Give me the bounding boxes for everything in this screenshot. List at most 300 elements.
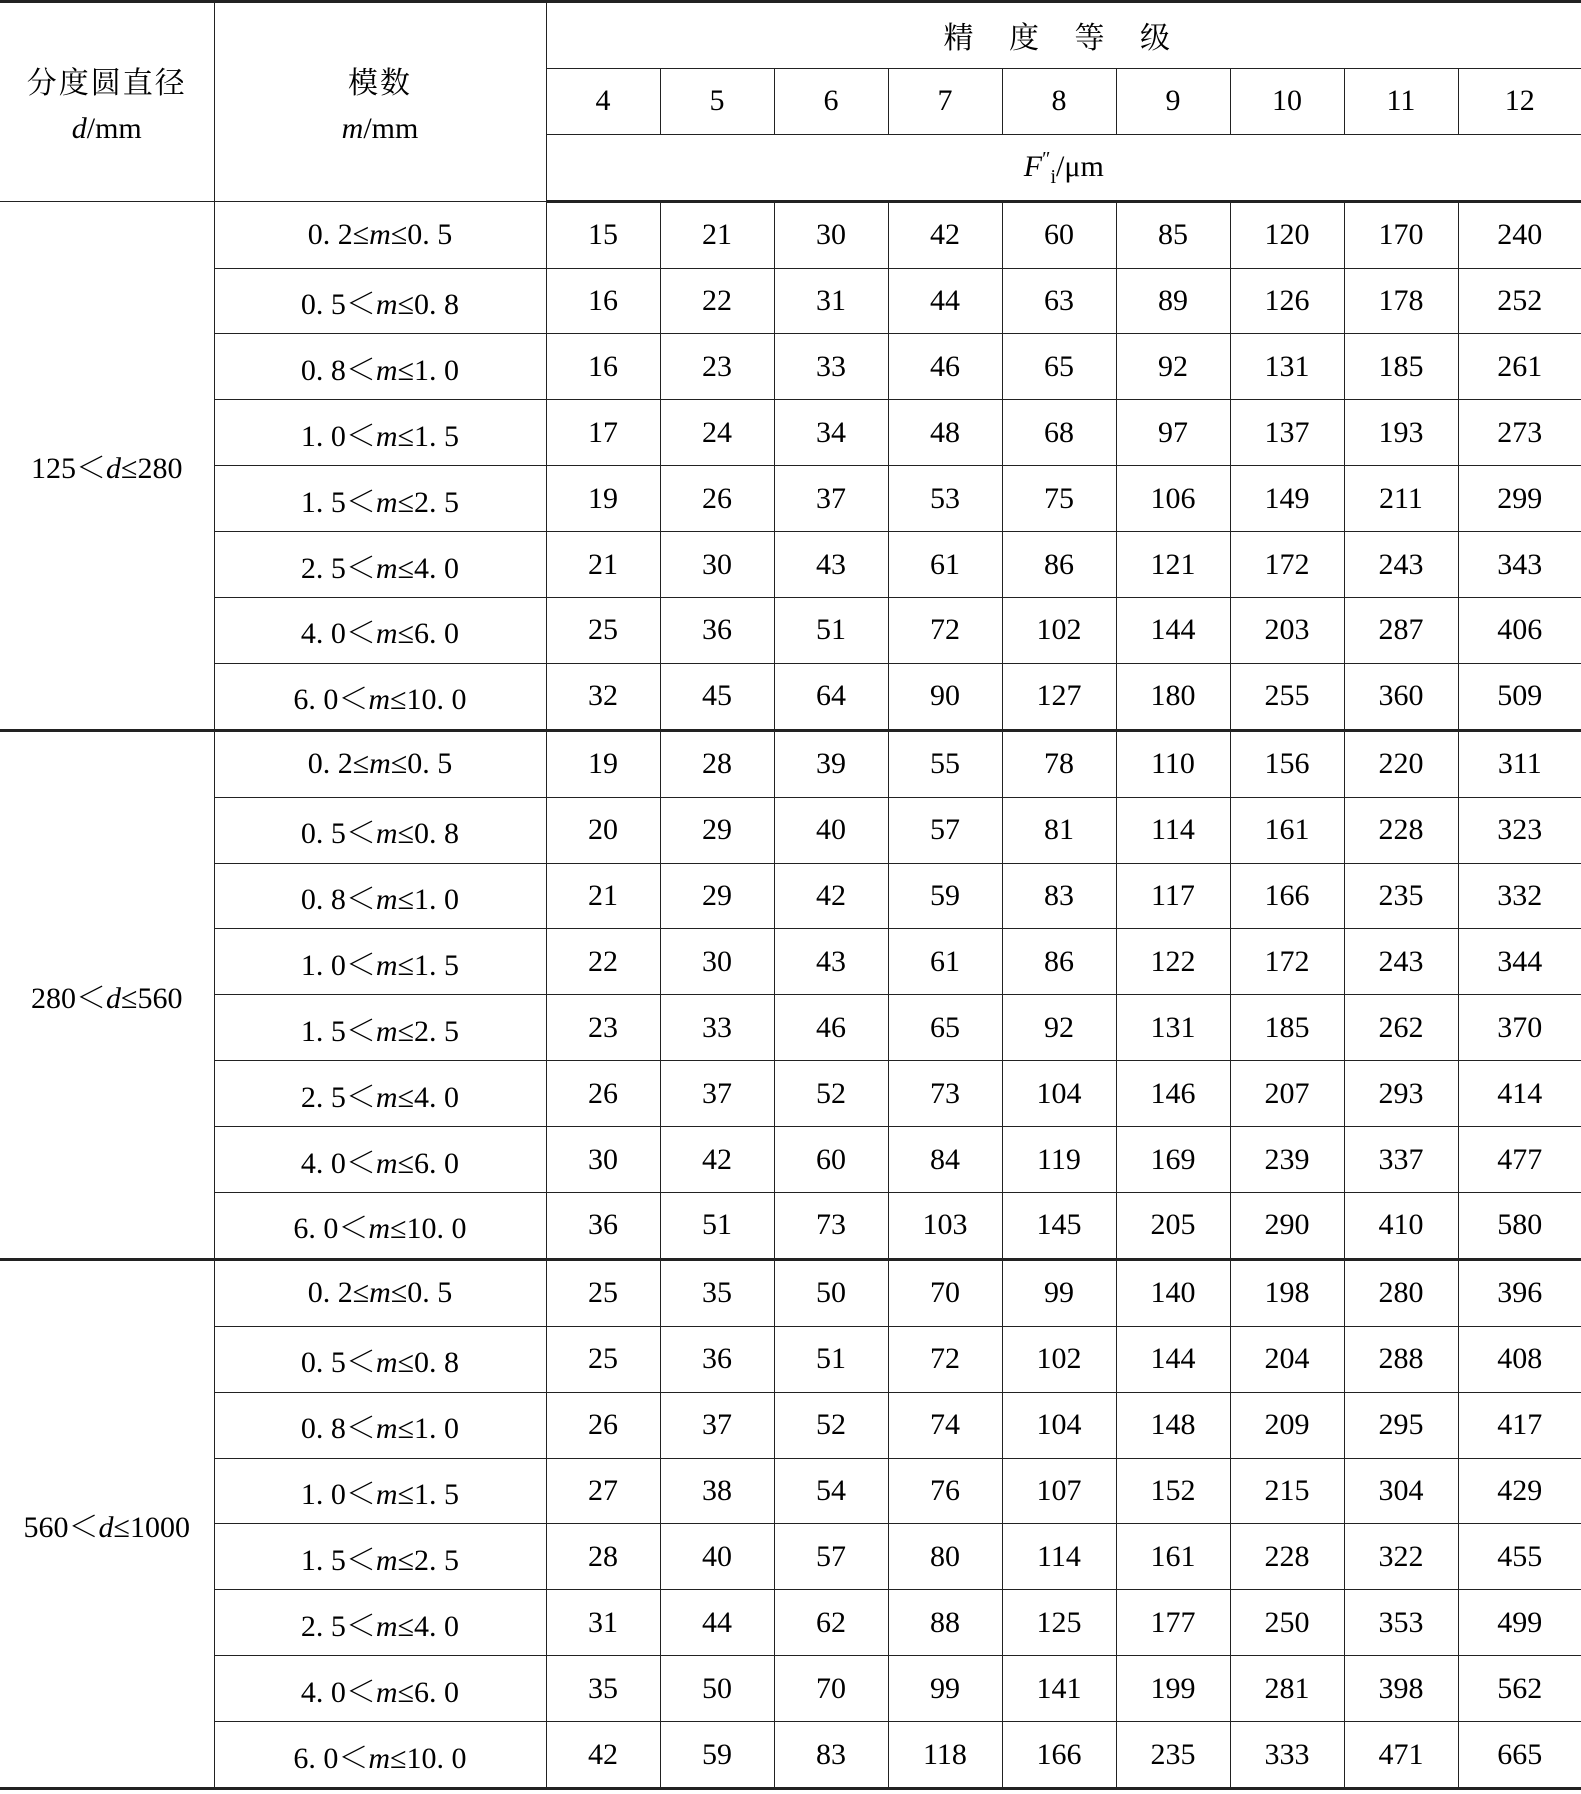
value-cell: 37 bbox=[660, 1392, 774, 1458]
value-cell: 29 bbox=[660, 863, 774, 929]
module-range-cell bbox=[214, 1326, 546, 1392]
value-cell: 99 bbox=[888, 1656, 1002, 1722]
value-cell: 172 bbox=[1230, 929, 1344, 995]
module-range-cell bbox=[214, 863, 546, 929]
value-cell: 343 bbox=[1458, 532, 1581, 598]
value-cell: 42 bbox=[660, 1127, 774, 1193]
module-range-part: ≤1. 5 bbox=[397, 948, 460, 982]
module-range-cell bbox=[214, 201, 546, 268]
table-row bbox=[0, 1524, 1581, 1590]
value-cell: 203 bbox=[1230, 598, 1344, 664]
value-cell: 19 bbox=[546, 466, 660, 532]
value-cell: 287 bbox=[1344, 598, 1458, 664]
value-cell: 15 bbox=[546, 201, 660, 268]
value-cell: 20 bbox=[546, 797, 660, 863]
module-range-part: m bbox=[369, 747, 391, 781]
value-cell: 477 bbox=[1458, 1127, 1581, 1193]
value-cell: 414 bbox=[1458, 1061, 1581, 1127]
value-cell: 57 bbox=[888, 797, 1002, 863]
value-cell: 665 bbox=[1458, 1722, 1581, 1789]
module-range-part: m bbox=[375, 883, 398, 917]
table-row bbox=[0, 1127, 1581, 1193]
value-cell: 235 bbox=[1116, 1722, 1230, 1789]
module-range-part: 4. 0＜ bbox=[300, 1675, 376, 1709]
module-range-part: m bbox=[375, 419, 398, 453]
value-cell: 59 bbox=[888, 863, 1002, 929]
module-range-part: 0. 8＜ bbox=[300, 1412, 376, 1446]
module-range-part: 6. 0＜ bbox=[293, 1212, 369, 1246]
value-cell: 35 bbox=[660, 1259, 774, 1326]
module-range-cell bbox=[214, 268, 546, 334]
value-cell: 60 bbox=[1002, 201, 1116, 268]
module-range-cell bbox=[214, 598, 546, 664]
value-cell: 38 bbox=[660, 1458, 774, 1524]
value-cell: 429 bbox=[1458, 1458, 1581, 1524]
value-cell: 243 bbox=[1344, 532, 1458, 598]
value-cell: 33 bbox=[660, 995, 774, 1061]
value-cell: 28 bbox=[660, 730, 774, 797]
value-cell: 19 bbox=[546, 730, 660, 797]
value-cell: 51 bbox=[774, 1326, 888, 1392]
value-cell: 110 bbox=[1116, 730, 1230, 797]
table-row bbox=[0, 400, 1581, 466]
value-cell: 45 bbox=[660, 663, 774, 730]
value-cell: 30 bbox=[660, 929, 774, 995]
value-cell: 35 bbox=[546, 1656, 660, 1722]
module-range-part: m bbox=[369, 217, 391, 251]
value-cell: 81 bbox=[1002, 797, 1116, 863]
module-unit: /mm bbox=[363, 111, 419, 145]
value-cell: 239 bbox=[1230, 1127, 1344, 1193]
module-range-part: m bbox=[375, 1014, 398, 1048]
table-row bbox=[0, 929, 1581, 995]
value-cell: 53 bbox=[888, 466, 1002, 532]
diameter-header bbox=[0, 2, 214, 202]
value-cell: 25 bbox=[546, 1326, 660, 1392]
header-row-1 bbox=[0, 2, 1581, 69]
value-cell: 417 bbox=[1458, 1392, 1581, 1458]
table-row bbox=[0, 598, 1581, 664]
value-cell: 471 bbox=[1344, 1722, 1458, 1789]
diameter-range-part: 280＜ bbox=[31, 981, 107, 1015]
module-range-part: 4. 0＜ bbox=[300, 1146, 376, 1180]
value-cell: 70 bbox=[774, 1656, 888, 1722]
table-row bbox=[0, 797, 1581, 863]
value-cell: 322 bbox=[1344, 1524, 1458, 1590]
module-range-part: ≤10. 0 bbox=[390, 683, 467, 717]
module-range-part: ≤0. 8 bbox=[397, 1346, 460, 1380]
value-cell: 70 bbox=[888, 1259, 1002, 1326]
module-range-part: ≤6. 0 bbox=[397, 1146, 460, 1180]
value-cell: 209 bbox=[1230, 1392, 1344, 1458]
table-row bbox=[0, 466, 1581, 532]
value-cell: 166 bbox=[1230, 863, 1344, 929]
value-cell: 215 bbox=[1230, 1458, 1344, 1524]
value-cell: 39 bbox=[774, 730, 888, 797]
value-cell: 140 bbox=[1116, 1259, 1230, 1326]
value-cell: 73 bbox=[888, 1061, 1002, 1127]
module-range-part: 1. 5＜ bbox=[300, 1014, 376, 1048]
value-cell: 32 bbox=[546, 663, 660, 730]
module-header bbox=[214, 2, 546, 202]
table-row bbox=[0, 334, 1581, 400]
value-cell: 323 bbox=[1458, 797, 1581, 863]
value-cell: 23 bbox=[660, 334, 774, 400]
value-cell: 193 bbox=[1344, 400, 1458, 466]
module-range-part: 6. 0＜ bbox=[293, 683, 369, 717]
value-cell: 36 bbox=[660, 598, 774, 664]
value-cell: 228 bbox=[1230, 1524, 1344, 1590]
module-range-cell bbox=[214, 663, 546, 730]
module-range-part: m bbox=[375, 288, 398, 321]
table-row bbox=[0, 1656, 1581, 1722]
value-cell: 293 bbox=[1344, 1061, 1458, 1127]
value-cell: 408 bbox=[1458, 1326, 1581, 1392]
module-header-title: 模数 bbox=[348, 66, 412, 100]
module-range-cell bbox=[214, 334, 546, 400]
value-cell: 170 bbox=[1344, 201, 1458, 268]
value-cell: 61 bbox=[888, 532, 1002, 598]
table-row bbox=[0, 201, 1581, 268]
value-cell: 161 bbox=[1116, 1524, 1230, 1590]
diameter-header-title: 分度圆直径 bbox=[26, 66, 187, 100]
value-cell: 78 bbox=[1002, 730, 1116, 797]
diameter-range-part: d bbox=[106, 981, 122, 1015]
value-cell: 37 bbox=[774, 466, 888, 532]
grade-header bbox=[546, 2, 1581, 69]
table-row bbox=[0, 730, 1581, 797]
value-cell: 89 bbox=[1116, 268, 1230, 334]
value-cell: 80 bbox=[888, 1524, 1002, 1590]
value-cell: 161 bbox=[1230, 797, 1344, 863]
value-cell: 185 bbox=[1230, 995, 1344, 1061]
value-cell: 36 bbox=[660, 1326, 774, 1392]
value-cell: 119 bbox=[1002, 1127, 1116, 1193]
module-range-part: m bbox=[375, 1412, 398, 1446]
value-cell: 333 bbox=[1230, 1722, 1344, 1789]
value-cell: 86 bbox=[1002, 532, 1116, 598]
module-range-part: 0. 8＜ bbox=[300, 353, 376, 387]
module-range-cell bbox=[214, 466, 546, 532]
value-cell: 42 bbox=[888, 201, 1002, 268]
value-cell: 25 bbox=[546, 1259, 660, 1326]
module-range-part: ≤6. 0 bbox=[397, 617, 460, 651]
value-cell: 169 bbox=[1116, 1127, 1230, 1193]
module-range-part: ≤0. 8 bbox=[397, 288, 460, 321]
module-range-cell bbox=[214, 1127, 546, 1193]
value-cell: 40 bbox=[660, 1524, 774, 1590]
table-row bbox=[0, 1326, 1581, 1392]
value-cell: 63 bbox=[1002, 268, 1116, 334]
value-cell: 360 bbox=[1344, 663, 1458, 730]
value-cell: 90 bbox=[888, 663, 1002, 730]
value-cell: 65 bbox=[1002, 334, 1116, 400]
value-cell: 74 bbox=[888, 1392, 1002, 1458]
module-range-cell bbox=[214, 400, 546, 466]
value-cell: 57 bbox=[774, 1524, 888, 1590]
module-range-cell bbox=[214, 1259, 546, 1326]
module-range-part: 0. 2≤ bbox=[307, 747, 370, 781]
value-cell: 21 bbox=[546, 532, 660, 598]
value-cell: 22 bbox=[660, 268, 774, 334]
value-cell: 144 bbox=[1116, 1326, 1230, 1392]
value-cell: 21 bbox=[660, 201, 774, 268]
value-cell: 172 bbox=[1230, 532, 1344, 598]
value-cell: 16 bbox=[546, 268, 660, 334]
value-cell: 26 bbox=[660, 466, 774, 532]
value-cell: 83 bbox=[774, 1722, 888, 1789]
value-cell: 211 bbox=[1344, 466, 1458, 532]
value-cell: 88 bbox=[888, 1590, 1002, 1656]
module-range-part: 2. 5＜ bbox=[300, 551, 376, 585]
module-range-part: m bbox=[368, 1741, 391, 1775]
value-symbol: F bbox=[1023, 150, 1043, 184]
module-range-cell bbox=[214, 1590, 546, 1656]
value-cell: 114 bbox=[1002, 1524, 1116, 1590]
value-cell: 52 bbox=[774, 1061, 888, 1127]
module-symbol: m bbox=[341, 111, 364, 145]
module-range-part: m bbox=[375, 1080, 398, 1114]
value-cell: 261 bbox=[1458, 334, 1581, 400]
value-cell: 104 bbox=[1002, 1061, 1116, 1127]
module-range-cell bbox=[214, 1656, 546, 1722]
value-cell: 156 bbox=[1230, 730, 1344, 797]
value-cell: 204 bbox=[1230, 1326, 1344, 1392]
module-range-part: ≤4. 0 bbox=[397, 1609, 460, 1643]
table-row bbox=[0, 1590, 1581, 1656]
value-cell: 273 bbox=[1458, 400, 1581, 466]
value-cell: 137 bbox=[1230, 400, 1344, 466]
value-cell: 240 bbox=[1458, 201, 1581, 268]
module-range-part: 0. 2≤ bbox=[307, 217, 370, 251]
grade-cell: 9 bbox=[1116, 68, 1230, 134]
value-cell: 125 bbox=[1002, 1590, 1116, 1656]
module-range-part: ≤2. 5 bbox=[397, 485, 460, 519]
table-row bbox=[0, 863, 1581, 929]
value-cell: 262 bbox=[1344, 995, 1458, 1061]
diameter-range-part: d bbox=[106, 452, 122, 486]
diameter-range-part: 125＜ bbox=[31, 452, 107, 486]
grade-cell: 8 bbox=[1002, 68, 1116, 134]
module-range-cell bbox=[214, 1458, 546, 1524]
grade-cell: 6 bbox=[774, 68, 888, 134]
module-range-part: m bbox=[375, 617, 398, 651]
value-cell: 46 bbox=[774, 995, 888, 1061]
value-cell: 370 bbox=[1458, 995, 1581, 1061]
value-unit-header bbox=[546, 134, 1581, 201]
value-cell: 46 bbox=[888, 334, 1002, 400]
table-row bbox=[0, 1193, 1581, 1260]
value-cell: 455 bbox=[1458, 1524, 1581, 1590]
grade-cell: 7 bbox=[888, 68, 1002, 134]
module-range-part: ≤0. 5 bbox=[390, 1276, 453, 1310]
module-range-part: 0. 5＜ bbox=[300, 288, 376, 321]
value-cell: 103 bbox=[888, 1193, 1002, 1260]
value-cell: 102 bbox=[1002, 1326, 1116, 1392]
value-cell: 68 bbox=[1002, 400, 1116, 466]
value-cell: 281 bbox=[1230, 1656, 1344, 1722]
value-cell: 141 bbox=[1002, 1656, 1116, 1722]
value-cell: 92 bbox=[1116, 334, 1230, 400]
table-row bbox=[0, 663, 1581, 730]
value-cell: 509 bbox=[1458, 663, 1581, 730]
value-cell: 44 bbox=[660, 1590, 774, 1656]
module-range-part: 0. 5＜ bbox=[300, 1346, 376, 1380]
diameter-unit: /mm bbox=[86, 111, 142, 145]
value-cell: 243 bbox=[1344, 929, 1458, 995]
module-range-part: ≤4. 0 bbox=[397, 551, 460, 585]
table-row bbox=[0, 532, 1581, 598]
value-cell: 50 bbox=[774, 1259, 888, 1326]
diameter-range-part: ≤560 bbox=[121, 981, 183, 1015]
value-cell: 61 bbox=[888, 929, 1002, 995]
grade-cell: 5 bbox=[660, 68, 774, 134]
value-cell: 118 bbox=[888, 1722, 1002, 1789]
value-cell: 37 bbox=[660, 1061, 774, 1127]
module-range-part: 0. 5＜ bbox=[300, 817, 376, 851]
value-cell: 107 bbox=[1002, 1458, 1116, 1524]
value-cell: 65 bbox=[888, 995, 1002, 1061]
value-cell: 59 bbox=[660, 1722, 774, 1789]
value-cell: 64 bbox=[774, 663, 888, 730]
diameter-range-cell bbox=[0, 201, 214, 730]
value-cell: 144 bbox=[1116, 598, 1230, 664]
value-cell: 27 bbox=[546, 1458, 660, 1524]
module-range-part: 0. 8＜ bbox=[300, 883, 376, 917]
value-cell: 198 bbox=[1230, 1259, 1344, 1326]
value-cell: 75 bbox=[1002, 466, 1116, 532]
module-range-part: ≤0. 5 bbox=[390, 747, 453, 781]
module-range-cell bbox=[214, 1524, 546, 1590]
value-cell: 30 bbox=[546, 1127, 660, 1193]
value-cell: 117 bbox=[1116, 863, 1230, 929]
value-cell: 406 bbox=[1458, 598, 1581, 664]
module-range-cell bbox=[214, 1193, 546, 1260]
value-cell: 235 bbox=[1344, 863, 1458, 929]
module-range-part: ≤6. 0 bbox=[397, 1675, 460, 1709]
value-cell: 127 bbox=[1002, 663, 1116, 730]
value-cell: 180 bbox=[1116, 663, 1230, 730]
value-cell: 86 bbox=[1002, 929, 1116, 995]
value-cell: 250 bbox=[1230, 1590, 1344, 1656]
value-sup: ″ bbox=[1042, 148, 1051, 171]
value-cell: 288 bbox=[1344, 1326, 1458, 1392]
value-cell: 131 bbox=[1230, 334, 1344, 400]
value-cell: 28 bbox=[546, 1524, 660, 1590]
module-range-part: m bbox=[375, 1609, 398, 1643]
diameter-range-cell bbox=[0, 1259, 214, 1788]
value-cell: 332 bbox=[1458, 863, 1581, 929]
value-cell: 25 bbox=[546, 598, 660, 664]
grade-cell: 10 bbox=[1230, 68, 1344, 134]
module-range-part: 2. 5＜ bbox=[300, 1080, 376, 1114]
module-range-part: m bbox=[375, 817, 398, 851]
value-cell: 52 bbox=[774, 1392, 888, 1458]
value-cell: 121 bbox=[1116, 532, 1230, 598]
module-range-part: m bbox=[375, 1346, 398, 1380]
value-cell: 42 bbox=[774, 863, 888, 929]
value-cell: 149 bbox=[1230, 466, 1344, 532]
grade-cell: 4 bbox=[546, 68, 660, 134]
value-cell: 102 bbox=[1002, 598, 1116, 664]
module-range-cell bbox=[214, 532, 546, 598]
value-cell: 51 bbox=[660, 1193, 774, 1260]
diameter-range-cell bbox=[0, 730, 214, 1259]
value-cell: 562 bbox=[1458, 1656, 1581, 1722]
value-cell: 31 bbox=[774, 268, 888, 334]
value-cell: 148 bbox=[1116, 1392, 1230, 1458]
module-range-part: m bbox=[375, 948, 398, 982]
module-range-part: ≤10. 0 bbox=[390, 1212, 467, 1246]
module-range-part: 1. 0＜ bbox=[300, 948, 376, 982]
table-row bbox=[0, 1259, 1581, 1326]
value-cell: 23 bbox=[546, 995, 660, 1061]
module-range-part: ≤2. 5 bbox=[397, 1014, 460, 1048]
module-range-part: ≤0. 5 bbox=[390, 217, 453, 251]
value-unit: /μm bbox=[1056, 150, 1104, 184]
value-cell: 146 bbox=[1116, 1061, 1230, 1127]
value-cell: 54 bbox=[774, 1458, 888, 1524]
module-range-part: ≤4. 0 bbox=[397, 1080, 460, 1114]
diameter-range-part: 560＜ bbox=[23, 1510, 99, 1544]
module-range-part: 1. 5＜ bbox=[300, 485, 376, 519]
value-cell: 177 bbox=[1116, 1590, 1230, 1656]
value-cell: 131 bbox=[1116, 995, 1230, 1061]
value-cell: 122 bbox=[1116, 929, 1230, 995]
value-cell: 26 bbox=[546, 1061, 660, 1127]
value-cell: 220 bbox=[1344, 730, 1458, 797]
value-cell: 85 bbox=[1116, 201, 1230, 268]
value-cell: 36 bbox=[546, 1193, 660, 1260]
value-cell: 120 bbox=[1230, 201, 1344, 268]
value-cell: 580 bbox=[1458, 1193, 1581, 1260]
value-cell: 83 bbox=[1002, 863, 1116, 929]
value-cell: 166 bbox=[1002, 1722, 1116, 1789]
value-cell: 16 bbox=[546, 334, 660, 400]
value-cell: 199 bbox=[1116, 1656, 1230, 1722]
value-cell: 228 bbox=[1344, 797, 1458, 863]
value-cell: 84 bbox=[888, 1127, 1002, 1193]
value-cell: 185 bbox=[1344, 334, 1458, 400]
value-cell: 50 bbox=[660, 1656, 774, 1722]
module-range-part: m bbox=[375, 1543, 398, 1577]
value-cell: 97 bbox=[1116, 400, 1230, 466]
value-cell: 60 bbox=[774, 1127, 888, 1193]
module-range-part: ≤1. 5 bbox=[397, 1478, 460, 1512]
module-range-part: m bbox=[368, 1212, 391, 1246]
module-range-cell bbox=[214, 1722, 546, 1789]
value-cell: 145 bbox=[1002, 1193, 1116, 1260]
diameter-symbol: d bbox=[71, 111, 87, 145]
value-cell: 21 bbox=[546, 863, 660, 929]
value-cell: 43 bbox=[774, 532, 888, 598]
value-cell: 99 bbox=[1002, 1259, 1116, 1326]
module-range-part: 2. 5＜ bbox=[300, 1609, 376, 1643]
module-range-cell bbox=[214, 1061, 546, 1127]
module-range-part: ≤0. 8 bbox=[397, 817, 460, 851]
module-range-cell bbox=[214, 797, 546, 863]
value-cell: 353 bbox=[1344, 1590, 1458, 1656]
diameter-range-part: ≤280 bbox=[121, 452, 183, 486]
module-range-part: ≤1. 0 bbox=[397, 1412, 460, 1446]
value-cell: 51 bbox=[774, 598, 888, 664]
value-cell: 205 bbox=[1116, 1193, 1230, 1260]
module-range-part: m bbox=[369, 1276, 391, 1310]
value-cell: 26 bbox=[546, 1392, 660, 1458]
value-cell: 48 bbox=[888, 400, 1002, 466]
table-row bbox=[0, 995, 1581, 1061]
value-cell: 22 bbox=[546, 929, 660, 995]
